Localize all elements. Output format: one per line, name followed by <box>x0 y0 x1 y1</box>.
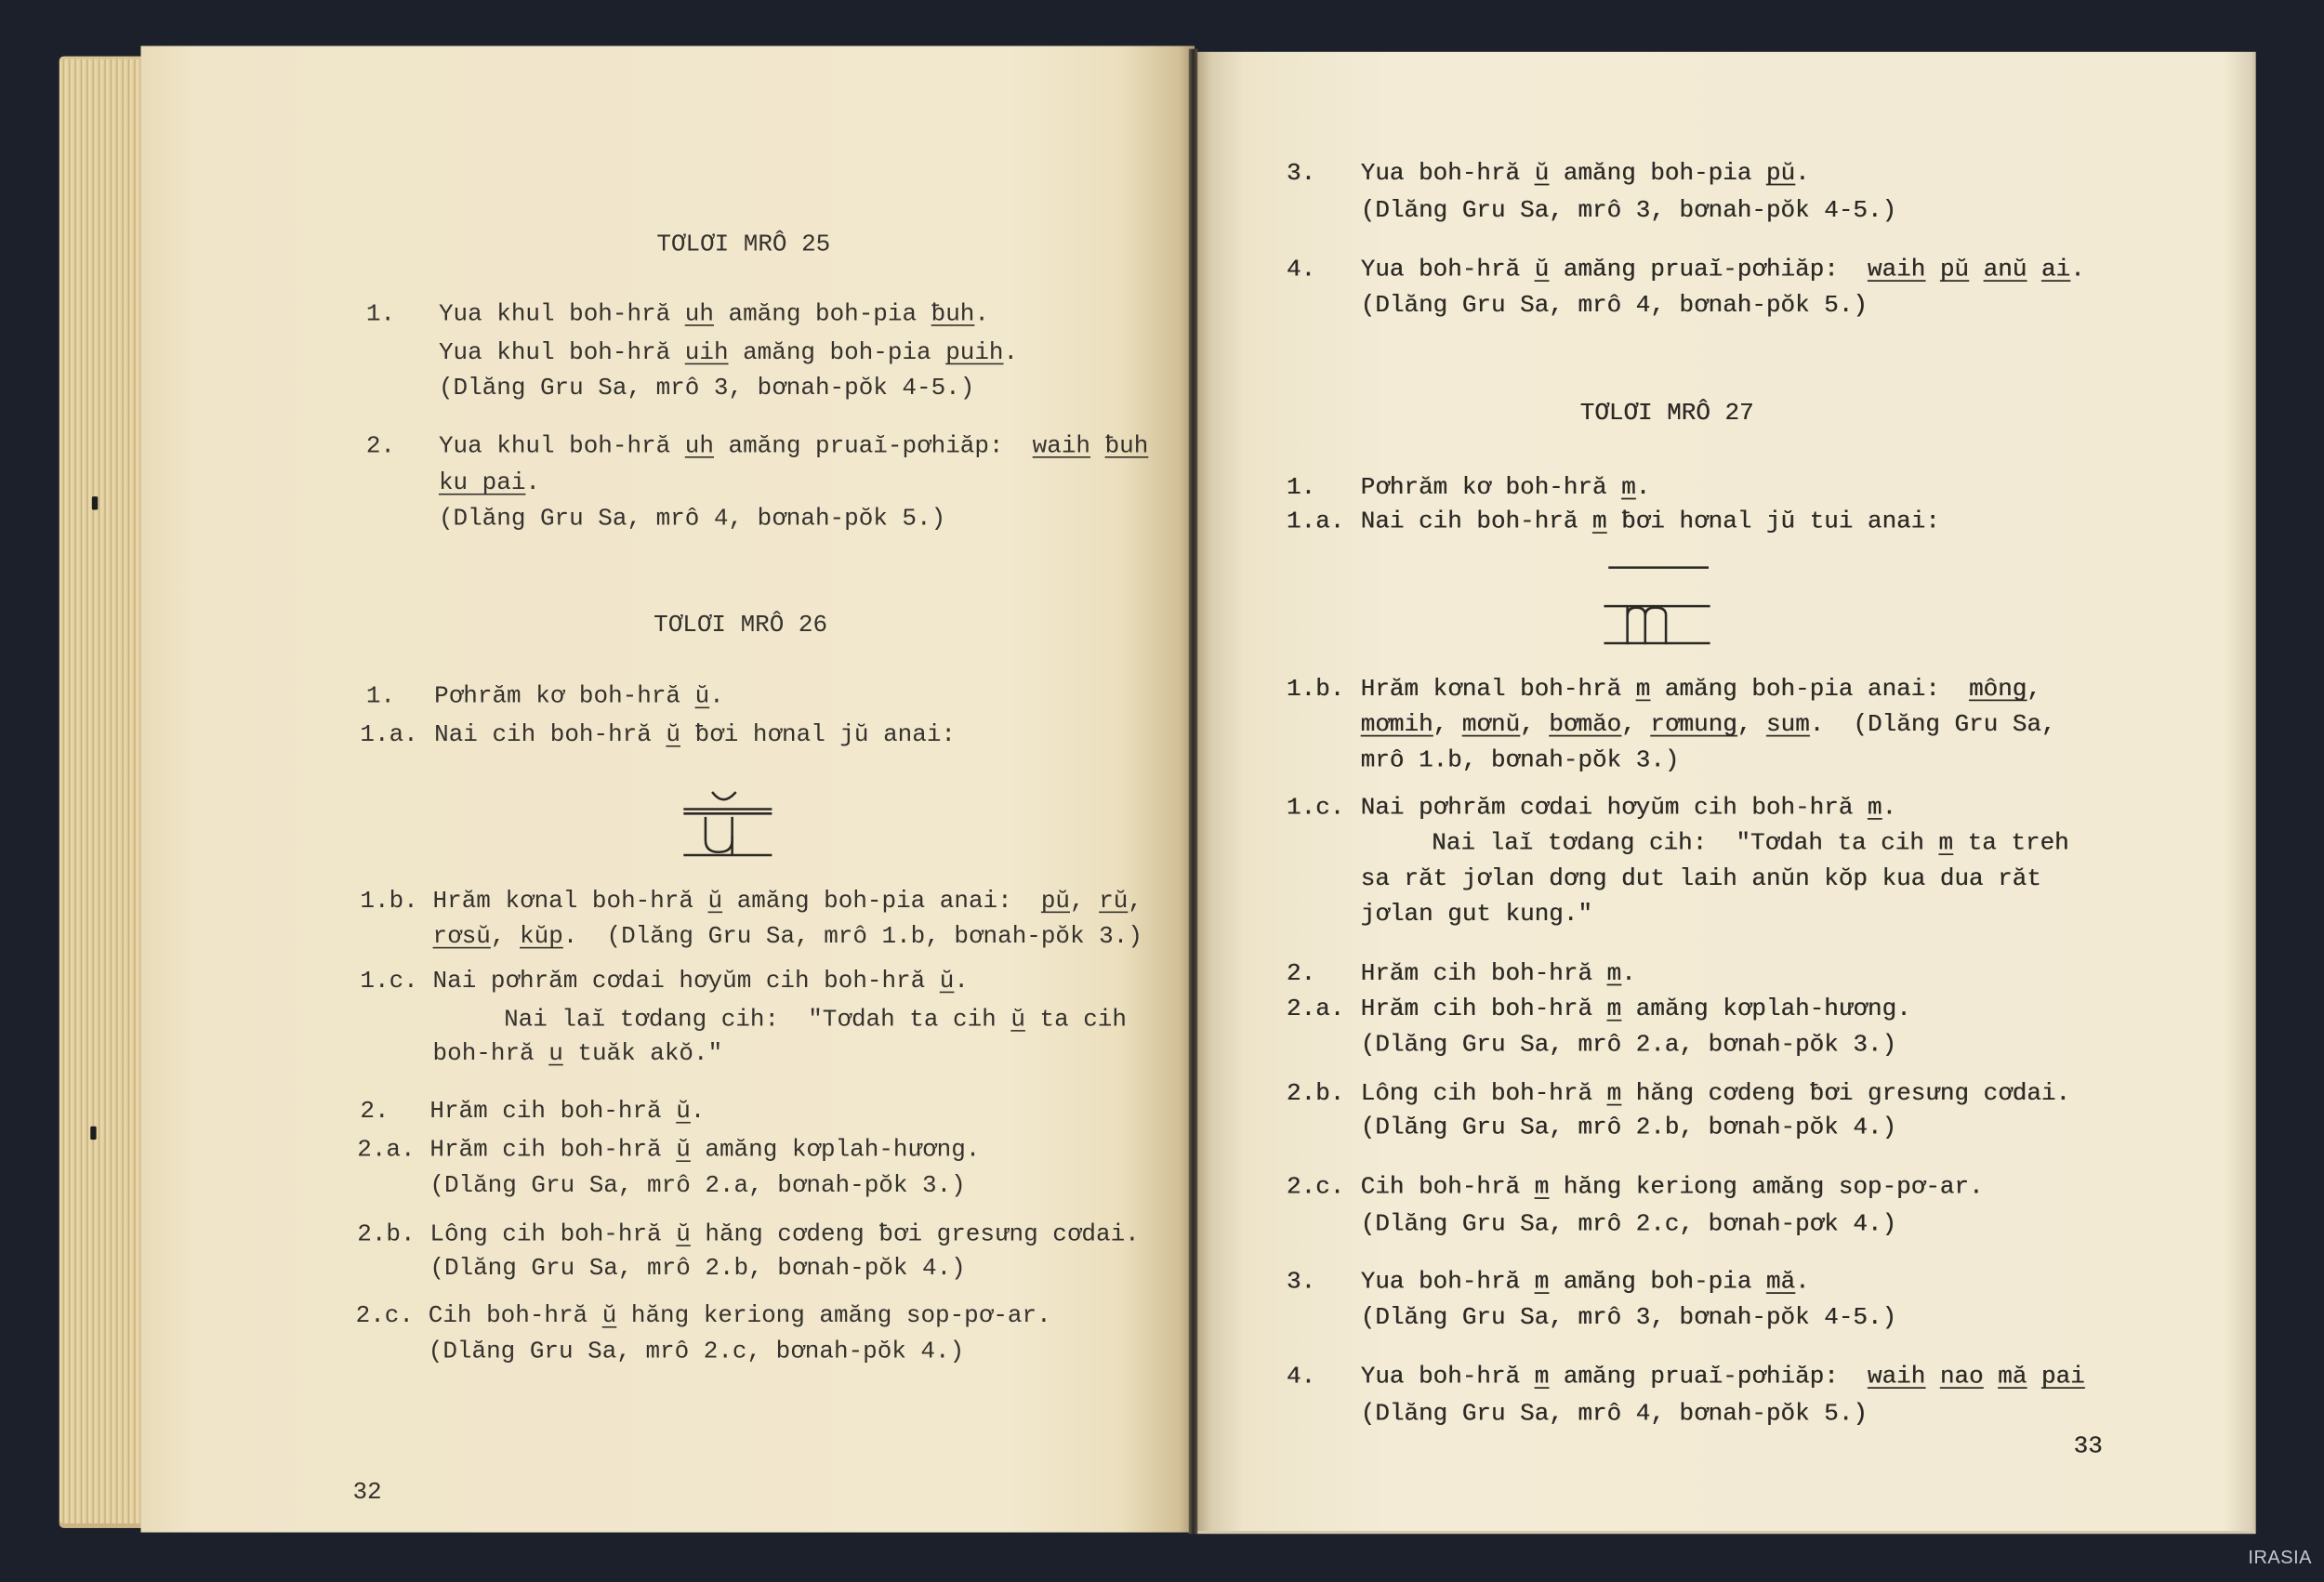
text-run: amăng boh-pia anai: <box>722 886 1041 915</box>
text-run <box>1984 1362 1999 1390</box>
text-run: Nai cih boh-hră <box>434 719 667 749</box>
text-line <box>433 922 1142 952</box>
text-line <box>439 504 945 534</box>
text-line <box>433 1039 723 1069</box>
underlined-word: ŭ <box>939 966 955 995</box>
item-number: 2.c. <box>1286 1172 1345 1201</box>
text-run: hăng keriong amăng sop-pơ-ar. <box>616 1300 1051 1330</box>
underlined-word: puih <box>945 337 1004 366</box>
underlined-word: m <box>1621 472 1636 501</box>
text-run: , <box>1520 709 1550 739</box>
underlined-word: m <box>1534 1172 1550 1201</box>
item-number: 1.a. <box>1286 507 1345 535</box>
underlined-word: mơmih <box>1360 709 1433 739</box>
underlined-word: pŭ <box>1040 886 1071 915</box>
text-run: Yua boh-hră <box>1360 1267 1535 1296</box>
item-number: 1.b. <box>1286 674 1345 703</box>
text-line <box>1361 995 1911 1024</box>
text-run: . <box>709 681 724 710</box>
underlined-word: ŭ <box>666 719 680 749</box>
item-number: 1.a. <box>360 719 418 749</box>
text-run: Hrăm kơnal boh-hră <box>1360 674 1636 703</box>
text-run: Hrăm cih boh-hră <box>429 1096 677 1126</box>
text-line <box>1361 674 2041 704</box>
text-line <box>439 299 989 329</box>
text-run: amăng boh-pia <box>1549 1267 1766 1296</box>
text-run: , <box>1070 886 1100 915</box>
underlined-word: uih <box>684 337 729 366</box>
underlined-word: rơmung <box>1650 709 1737 739</box>
text-run: (Dlăng Gru Sa, mrô 2.c, bơnah-pơk 4.) <box>1360 1209 1897 1238</box>
letter-m-diagram <box>1598 557 1720 652</box>
section-heading: TƠLƠI MRÔ 27 <box>1579 398 1754 428</box>
item-number: 3. <box>1286 158 1316 187</box>
underlined-word: pai <box>2040 1362 2085 1391</box>
underlined-word: pŭ <box>1765 158 1796 187</box>
text-run: amăng boh-pia <box>713 299 931 328</box>
text-line <box>1432 828 2068 858</box>
text-run: Pơhrăm kơ boh-hră <box>1360 472 1622 501</box>
text-line <box>434 681 724 711</box>
text-line <box>1361 745 1680 775</box>
text-run <box>1969 255 1984 283</box>
text-run: amăng kơplah-hương. <box>690 1135 981 1164</box>
text-run: amăng boh-pia <box>1549 158 1766 187</box>
underlined-word: m <box>1938 828 1954 857</box>
underlined-word: kŭp <box>520 921 563 951</box>
text-run: ta cih <box>1024 1004 1127 1034</box>
text-run: (Dlăng Gru Sa, mrô 2.b, bơnah-pŏk 4.) <box>429 1253 966 1283</box>
text-run: hăng cơdeng ƀơi gresưng cơdai. <box>690 1219 1140 1248</box>
page-number: 33 <box>2073 1431 2103 1460</box>
item-number: 4. <box>1286 255 1316 283</box>
item-number: 1.b. <box>360 886 418 915</box>
underlined-word: pŭ <box>1939 255 1969 283</box>
text-line <box>1361 1399 1868 1429</box>
page-number: 32 <box>352 1477 382 1506</box>
text-line <box>439 431 1148 461</box>
text-line <box>1361 1302 1896 1332</box>
text-run: Nai laĭ tơdang cih: "Tơdah ta cih <box>504 1004 1011 1034</box>
text-run <box>1925 1362 1940 1390</box>
underlined-word: sum <box>1765 709 1810 739</box>
text-line <box>1361 1172 1984 1202</box>
watermark-label: IRASIA <box>2248 1548 2312 1568</box>
underlined-word: ŭ <box>676 1219 691 1248</box>
text-run: Hrăm cih boh-hră <box>1360 958 1607 987</box>
underlined-word: waih <box>1867 1362 1926 1391</box>
text-run: amăng boh-pia anai: <box>1650 674 1969 703</box>
item-number: 1. <box>1286 472 1316 501</box>
text-run: . <box>1635 472 1651 501</box>
text-run: Yua boh-hră <box>1360 255 1535 283</box>
underlined-word: mă <box>1765 1267 1796 1296</box>
underlined-word: ŭ <box>1534 255 1550 283</box>
text-line <box>429 1219 1139 1249</box>
text-run: sa răt jơlan dơng dut laih anŭn kŏp kua dua răt <box>1360 864 2041 892</box>
text-run: (Dlăng Gru Sa, mrô 4, bơnah-pŏk 5.) <box>1360 1399 1868 1428</box>
text-run: Pơhrăm kơ boh-hră <box>434 681 695 710</box>
item-number: 1.c. <box>360 966 418 995</box>
underlined-word: ŭ <box>707 886 723 915</box>
text-run: ta treh <box>1953 828 2069 857</box>
text-line <box>433 967 969 996</box>
edge-mark <box>92 496 98 509</box>
underlined-word: m <box>1606 1078 1622 1108</box>
text-line <box>504 1005 1127 1035</box>
text-line <box>439 374 974 403</box>
underlined-word: ŭ <box>1534 158 1550 187</box>
text-line <box>1361 1113 1896 1142</box>
underlined-word: uh <box>684 430 714 460</box>
text-run: (Dlăng Gru Sa, mrô 3, bơnah-pŏk 4-5.) <box>1360 195 1897 224</box>
text-line <box>1361 1030 1896 1060</box>
item-number: 3. <box>1286 1267 1316 1296</box>
text-run: . <box>525 468 541 497</box>
text-run: . (Dlăng Gru Sa, <box>1809 709 2056 739</box>
text-run: . (Dlăng Gru Sa, mrô 1.b, bơnah-pŏk 3.) <box>562 921 1142 951</box>
underlined-word: bơmăo <box>1549 709 1622 739</box>
text-line <box>1361 900 1592 929</box>
underlined-word: ku pai <box>438 468 526 497</box>
underlined-word: ŭ <box>694 681 710 710</box>
text-run: . <box>954 966 969 995</box>
underlined-word: ŭ <box>676 1096 691 1126</box>
text-run: . <box>2070 255 2085 283</box>
item-number: 4. <box>1286 1362 1316 1391</box>
text-run: Yua boh-hră <box>1360 158 1535 187</box>
text-run: boh-hră <box>432 1038 549 1067</box>
underlined-word: mơnŭ <box>1461 709 1521 739</box>
text-run <box>2027 1362 2041 1390</box>
text-line <box>1361 159 1810 189</box>
text-run: . <box>1795 158 1810 187</box>
item-number: 2. <box>360 1096 390 1126</box>
text-line <box>433 886 1142 916</box>
text-run: (Dlăng Gru Sa, mrô 3, bơnah-pŏk 4-5.) <box>1360 1302 1897 1331</box>
text-line <box>1361 710 2056 740</box>
text-run: , <box>1433 709 1462 739</box>
text-run: (Dlăng Gru Sa, mrô 4, bơnah-pŏk 5.) <box>1360 290 1868 319</box>
item-number: 2. <box>1286 958 1316 987</box>
text-run: (Dlăng Gru Sa, mrô 2.a, bơnah-pŏk 3.) <box>429 1170 966 1199</box>
text-line <box>1361 1079 2070 1109</box>
text-line <box>1361 793 1896 823</box>
text-line <box>1361 1209 1896 1239</box>
text-run <box>2027 255 2041 283</box>
underlined-word: ai <box>2040 255 2071 283</box>
text-run: , <box>1128 886 1142 915</box>
text-run: (Dlăng Gru Sa, mrô 2.a, bơnah-pŏk 3.) <box>1360 1030 1897 1059</box>
text-run: . <box>974 299 989 328</box>
underlined-word: m <box>1867 792 1882 822</box>
underlined-word: m <box>1534 1267 1550 1296</box>
text-line <box>429 1097 705 1127</box>
text-run: Yua boh-hră <box>1360 1362 1535 1391</box>
text-run: jơlan gut kung." <box>1360 899 1592 929</box>
item-number: 1.c. <box>1286 792 1345 822</box>
text-run: amăng pruaĭ-pơhiăp: <box>1549 1362 1868 1391</box>
text-run: , <box>1736 709 1766 739</box>
underlined-word: m <box>1534 1362 1550 1391</box>
underlined-word: u <box>548 1038 563 1067</box>
text-run: Yua khul boh-hră <box>438 299 685 328</box>
text-line <box>429 1301 1051 1331</box>
item-number: 2.a. <box>357 1135 416 1164</box>
text-run: (Dlăng Gru Sa, mrô 2.b, bơnah-pŏk 4.) <box>1360 1113 1897 1141</box>
text-line <box>434 720 956 750</box>
text-run: . <box>1795 1267 1810 1296</box>
text-run: , <box>2027 674 2041 703</box>
item-number: 2.b. <box>357 1219 416 1248</box>
text-line <box>429 1171 965 1201</box>
text-run: Cih boh-hră <box>428 1300 602 1330</box>
text-line <box>1361 255 2085 284</box>
text-run: (Dlăng Gru Sa, mrô 3, bơnah-pŏk 4-5.) <box>438 373 975 402</box>
underlined-word: ƀuh <box>931 299 975 328</box>
text-run: Hrăm cih boh-hră <box>1360 994 1607 1023</box>
text-run: Nai laĭ tơdang cih: "Tơdah ta cih <box>1432 828 1939 857</box>
text-run <box>1925 255 1940 283</box>
text-line <box>1361 473 1651 503</box>
text-line <box>429 1254 965 1284</box>
item-number: 1. <box>365 681 395 710</box>
underlined-word: rŭ <box>1099 886 1129 915</box>
text-run: Nai cih boh-hră <box>1360 507 1592 535</box>
text-run: (Dlăng Gru Sa, mrô 2.c, bơnah-pŏk 4.) <box>428 1337 965 1365</box>
text-run: hăng cơdeng ƀơi gresưng cơdai. <box>1621 1078 2071 1108</box>
item-number: 1. <box>365 299 395 328</box>
text-run: Yua khul boh-hră <box>438 430 685 460</box>
underlined-word: nao <box>1939 1362 1984 1391</box>
text-run: Yua khul boh-hră <box>438 337 685 366</box>
text-line <box>1361 291 1868 321</box>
text-run: Nai pơhrăm cơdai hơyŭm cih boh-hră <box>1360 792 1868 822</box>
text-run: , <box>1621 709 1651 739</box>
text-run: amăng boh-pia <box>728 337 946 366</box>
section-heading: TƠLƠI MRÔ 26 <box>654 610 828 639</box>
underlined-word: ŭ <box>676 1135 691 1164</box>
underlined-word: rơsŭ <box>432 921 491 951</box>
text-run: mrô 1.b, bơnah-pŏk 3.) <box>1360 745 1680 774</box>
item-number: 2.a. <box>1286 994 1345 1023</box>
underlined-word: ŭ <box>601 1300 617 1330</box>
text-run: . <box>1882 792 1897 822</box>
section-heading: TƠLƠI MRÔ 25 <box>656 230 831 258</box>
underlined-word: mă <box>1998 1362 2027 1391</box>
edge-mark <box>90 1127 96 1140</box>
text-run: Nai pơhrăm cơdai hơyŭm cih boh-hră <box>432 966 940 995</box>
text-run: Lông cih boh-hră <box>429 1219 677 1248</box>
text-run: . <box>690 1096 706 1126</box>
text-run: Cih boh-hră <box>1360 1172 1535 1201</box>
underlined-word: uh <box>684 299 714 328</box>
text-run: amăng pruaĭ-pơhiăp: <box>1549 255 1868 283</box>
text-run: (Dlăng Gru Sa, mrô 4, bơnah-pŏk 5.) <box>438 504 946 533</box>
item-number: 2.c. <box>355 1300 414 1330</box>
underlined-word: m <box>1606 994 1622 1023</box>
text-run: hăng keriong amăng sop-pơ-ar. <box>1549 1172 1984 1201</box>
underlined-word: ŭ <box>1010 1004 1025 1034</box>
text-line <box>1361 959 1636 989</box>
text-line <box>1361 195 1896 225</box>
text-line <box>1361 1267 1810 1297</box>
letter-u-breve-diagram <box>674 783 781 865</box>
text-run: Hrăm kơnal boh-hră <box>432 886 708 915</box>
text-run: amăng kơplah-hương. <box>1621 994 1911 1023</box>
text-line <box>429 1135 980 1165</box>
text-line <box>439 468 540 498</box>
underlined-word: anŭ <box>1983 255 2027 283</box>
text-line <box>1361 507 1940 536</box>
text-line <box>1361 1362 2085 1391</box>
text-line <box>439 338 1018 368</box>
item-number: 2. <box>365 430 395 460</box>
text-run: tuăk akŏ." <box>562 1038 723 1067</box>
item-number: 2.b. <box>1286 1078 1345 1108</box>
text-run: ƀơi hơnal jŭ anai: <box>680 719 956 749</box>
text-run: Hrăm cih boh-hră <box>429 1135 677 1164</box>
text-run: amăng pruaĭ-pơhiăp: <box>713 430 1033 460</box>
text-run: . <box>1003 337 1019 366</box>
underlined-word: ƀuh <box>1104 430 1149 460</box>
underlined-word: waih <box>1867 255 1926 283</box>
underlined-word: m <box>1606 958 1622 987</box>
stacked-page-edges <box>59 57 145 1528</box>
text-run: Lông cih boh-hră <box>1360 1078 1607 1108</box>
text-line <box>1361 864 2041 894</box>
underlined-word: mông <box>1968 674 2027 703</box>
book-gutter <box>1189 49 1198 1535</box>
text-line <box>429 1337 964 1366</box>
underlined-word: m <box>1591 507 1607 535</box>
text-run: . <box>1621 958 1636 987</box>
text-run <box>1090 431 1105 459</box>
text-run: ƀơi hơnal jŭ tui anai: <box>1606 507 1940 535</box>
underlined-word: waih <box>1032 430 1090 460</box>
underlined-word: m <box>1635 674 1651 703</box>
text-run: , <box>490 921 521 951</box>
